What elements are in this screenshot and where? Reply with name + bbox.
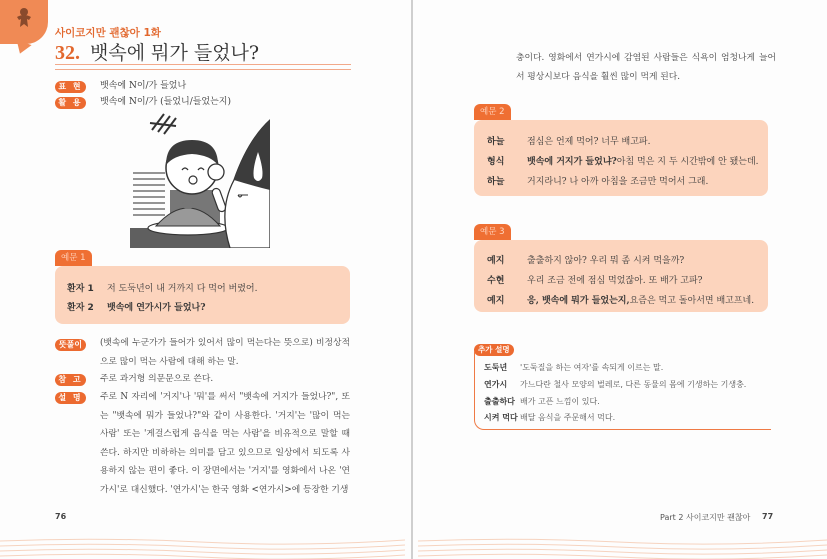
speaker: 하늘 (487, 177, 505, 187)
expression-label: 표 현 (55, 81, 86, 93)
dialogue: 아침 먹은 지 두 시간밖에 안 됐는데. (616, 157, 759, 167)
dialogue: 거지라니? 나 아까 아침을 조금만 먹어서 그래. (527, 177, 709, 187)
glossary-definition: 배가 고픈 느낌이 있다. (520, 397, 600, 406)
speaker: 예지 (487, 256, 505, 266)
usage-row (55, 97, 231, 111)
dialogue: 요즘은 먹고 돌아서면 배고프네. (629, 296, 755, 306)
example3-line-2 (487, 273, 703, 286)
gingerbread-icon (12, 6, 36, 30)
example3-tab: 예문 3 (474, 224, 511, 240)
character-eating-illustration (130, 110, 270, 248)
glossary-item (484, 379, 746, 390)
usage-label: 활 용 (55, 97, 86, 109)
glossary-item (484, 412, 615, 423)
speaker: 하늘 (487, 137, 505, 147)
corner-badge (0, 0, 48, 44)
example3-line-1 (487, 253, 684, 266)
lesson-title-text: 뱃속에 뭐가 들었나? (90, 42, 260, 64)
glossary-term: 도둑년 (484, 363, 508, 372)
speaker: 환자 1 (67, 284, 94, 294)
expression-row (55, 81, 186, 95)
page-number-left: 76 (55, 512, 67, 521)
glossary-term: 출출하다 (484, 397, 515, 406)
example1-line-2 (67, 300, 205, 313)
glossary-tab: 추가 설명 (474, 344, 514, 356)
left-page (0, 0, 411, 559)
glossary-item (484, 362, 663, 373)
footer-wave-decoration (418, 535, 827, 559)
glossary-definition: 배달 음식을 주문해서 먹다. (520, 413, 616, 422)
speaker: 예지 (487, 296, 505, 306)
example2-tab: 예문 2 (474, 104, 511, 120)
dialogue: 점심은 언제 먹어? 너무 배고파. (527, 137, 651, 147)
title-rule (55, 64, 351, 70)
dialogue: 우리 조금 전에 점심 먹었잖아. 또 배가 고파? (527, 276, 703, 286)
example1-box (55, 266, 350, 324)
glossary-term: 연가시 (484, 380, 508, 389)
speaker: 형식 (487, 157, 505, 167)
reference-label: 참 고 (55, 374, 86, 386)
footer-part-label: Part 2 사이코지만 괜찮아 (660, 513, 751, 522)
dialogue-emphasis: 응, 뱃속에 뭐가 들었는지, (527, 296, 630, 306)
lesson-title (55, 38, 259, 65)
dialogue-emphasis: 뱃속에 거지가 들었냐? (527, 157, 617, 167)
example3-line-3 (487, 293, 754, 306)
meaning-label: 뜻풀이 (55, 339, 86, 351)
speaker: 환자 2 (67, 303, 94, 313)
dialogue: 출출하지 않아? 우리 뭐 좀 시켜 먹을까? (527, 256, 685, 266)
reference-text: 주로 과거형 의문문으로 쓴다. (100, 374, 214, 384)
episode-label: 사이코지만 괜찮아 1화 (55, 27, 161, 39)
meaning-text: (뱃속에 누군가가 들어가 있어서 많이 먹는다는 뜻으로) 비정상적으로 많이 먹는 사람에 대해 하는 말. (100, 338, 350, 367)
explanation-label: 설 명 (55, 392, 86, 404)
footer-wave-decoration (0, 535, 405, 559)
example1-tab: 예문 1 (55, 250, 92, 266)
explanation-text: 주로 N 자리에 '거지'나 '뭐'를 써서 "뱃속에 거지가 들었나?", 또는 "뱃속에 뭐가 들었나?"와 같이 사용한다. '거지'는 '많이 먹는 사람' 또는 '게걸스럽게 음식을 먹는 사람'을 비유적으로 말할 때 쓴다. 하지만 비하하는 의미를 담고 있으므로 일상에서 되도록 사용하지 않는 편이 좋다. 이 장면에서는 '거지'를 영화에서 나온 '연가시'로 대신했다. '연가시'는 한국 영화 <연가시>에 등장한 기생 (100, 392, 350, 495)
dialogue: 뱃속에 연가시가 들었나? (107, 303, 206, 313)
glossary-definition: '도둑질을 하는 여자'를 속되게 이르는 말. (520, 363, 664, 372)
page-number-right: 77 (762, 512, 774, 521)
speaker: 수현 (487, 276, 505, 286)
glossary-item (484, 396, 600, 407)
dialogue: 저 도둑년이 내 거까지 다 먹어 버렸어. (107, 284, 258, 294)
lesson-number: 32. (55, 42, 80, 64)
glossary-definition: 가느다란 철사 모양의 벌레로, 다른 동물의 몸에 기생하는 기생충. (520, 380, 747, 389)
example2-line-3 (487, 174, 708, 187)
glossary-term: 시켜 먹다 (484, 413, 518, 422)
example2-line-2 (487, 154, 759, 167)
right-page (413, 0, 827, 559)
expression-text: 뱃속에 N이/가 들었나 (100, 81, 187, 91)
example2-line-1 (487, 134, 650, 147)
usage-text: 뱃속에 N이/가 (들었니/들었는지) (100, 97, 232, 107)
example1-line-1 (67, 281, 257, 294)
continued-text: 충이다. 영화에서 연가시에 감염된 사람들은 식욕이 엄청나게 늘어서 평상시보다 음식을 훨씬 많이 먹게 된다. (516, 53, 776, 82)
